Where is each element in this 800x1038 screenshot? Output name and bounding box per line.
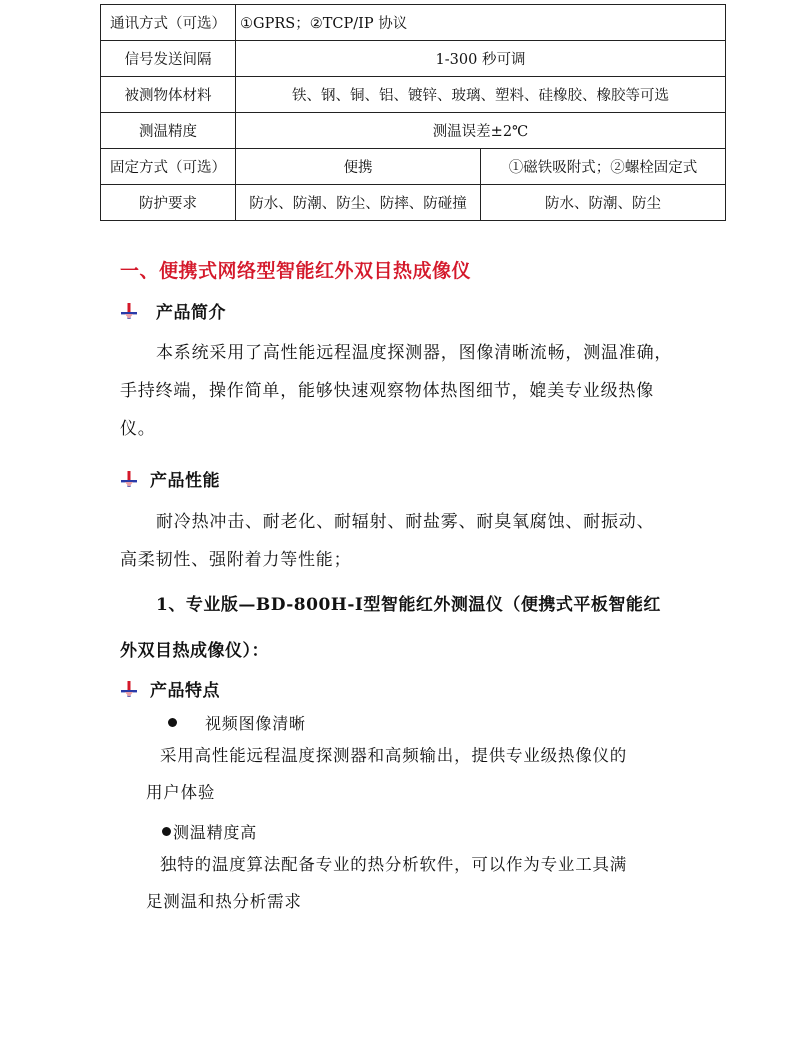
- table-cell-value: ①磁铁吸附式；②螺栓固定式: [481, 149, 726, 185]
- table-cell-value: 防水、防潮、防尘: [481, 185, 726, 221]
- feature-item: [168, 711, 306, 734]
- table-row: [101, 185, 726, 221]
- feature-item: [162, 820, 257, 843]
- feature-item-label: 视频图像清晰: [205, 714, 306, 733]
- text-line: 足测温和热分析需求: [146, 892, 302, 911]
- table-row: [101, 113, 726, 149]
- table-cell-value: 测温误差±2℃: [236, 113, 726, 149]
- arrow-bullet-icon: [120, 470, 138, 488]
- features-title: 产品特点: [150, 681, 220, 701]
- arrow-bullet-icon: [120, 302, 138, 320]
- text-line: 本系统采用了高性能远程温度探测器，图像清晰流畅，测温准确，: [156, 343, 673, 363]
- table-cell-label: 通讯方式（可选）: [101, 5, 236, 41]
- table-cell-label: 信号发送间隔: [101, 41, 236, 77]
- bullet-dot-icon: [162, 827, 171, 836]
- section-title: 一、便携式网络型智能红外双目热成像仪: [120, 260, 472, 282]
- model-heading: [120, 582, 710, 674]
- arrow-bullet-icon: [120, 680, 138, 698]
- intro-heading: [120, 298, 226, 323]
- performance-paragraph: [120, 503, 710, 579]
- table-row: [101, 149, 726, 185]
- intro-paragraph: [120, 334, 710, 448]
- text-line: 耐冷热冲击、耐老化、耐辐射、耐盐雾、耐臭氧腐蚀、耐振动、: [156, 512, 655, 532]
- text-line: 高柔韧性、强附着力等性能；: [120, 550, 352, 570]
- table-cell-value: 便携: [236, 149, 481, 185]
- table-cell-value: 1-300 秒可调: [236, 41, 726, 77]
- text-line: 手持终端，操作简单，能够快速观察物体热图细节，媲美专业级热像: [120, 381, 654, 401]
- table-cell-label: 防护要求: [101, 185, 236, 221]
- text-line: 仪。: [120, 419, 156, 439]
- bullet-dot-icon: [168, 718, 177, 727]
- intro-title: 产品简介: [156, 303, 226, 323]
- table-cell-value: 铁、钢、铜、铝、镀锌、玻璃、塑料、硅橡胶、橡胶等可选: [236, 77, 726, 113]
- text-line: 采用高性能远程温度探测器和高频输出，提供专业级热像仪的: [160, 746, 628, 765]
- performance-heading: [120, 466, 220, 491]
- spec-table: [100, 4, 726, 221]
- table-row: [101, 77, 726, 113]
- table-cell-label: 被测物体材料: [101, 77, 236, 113]
- table-cell-value: 防水、防潮、防尘、防摔、防碰撞: [236, 185, 481, 221]
- table-row: [101, 5, 726, 41]
- text-line: 1、专业版—BD-800H-Ⅰ型智能红外测温仪（便携式平板智能红: [156, 595, 661, 615]
- table-cell-label: 测温精度: [101, 113, 236, 149]
- text-line: 外双目热成像仪）：: [120, 641, 269, 661]
- table-row: [101, 41, 726, 77]
- text-line: 用户体验: [146, 783, 216, 802]
- feature-item-label: 测温精度高: [173, 823, 258, 842]
- table-cell-value: ①GPRS；②TCP/IP 协议: [236, 5, 726, 41]
- features-heading: [120, 676, 220, 701]
- performance-title: 产品性能: [150, 471, 220, 491]
- text-line: 独特的温度算法配备专业的热分析软件，可以作为专业工具满: [160, 855, 628, 874]
- table-cell-label: 固定方式（可选）: [101, 149, 236, 185]
